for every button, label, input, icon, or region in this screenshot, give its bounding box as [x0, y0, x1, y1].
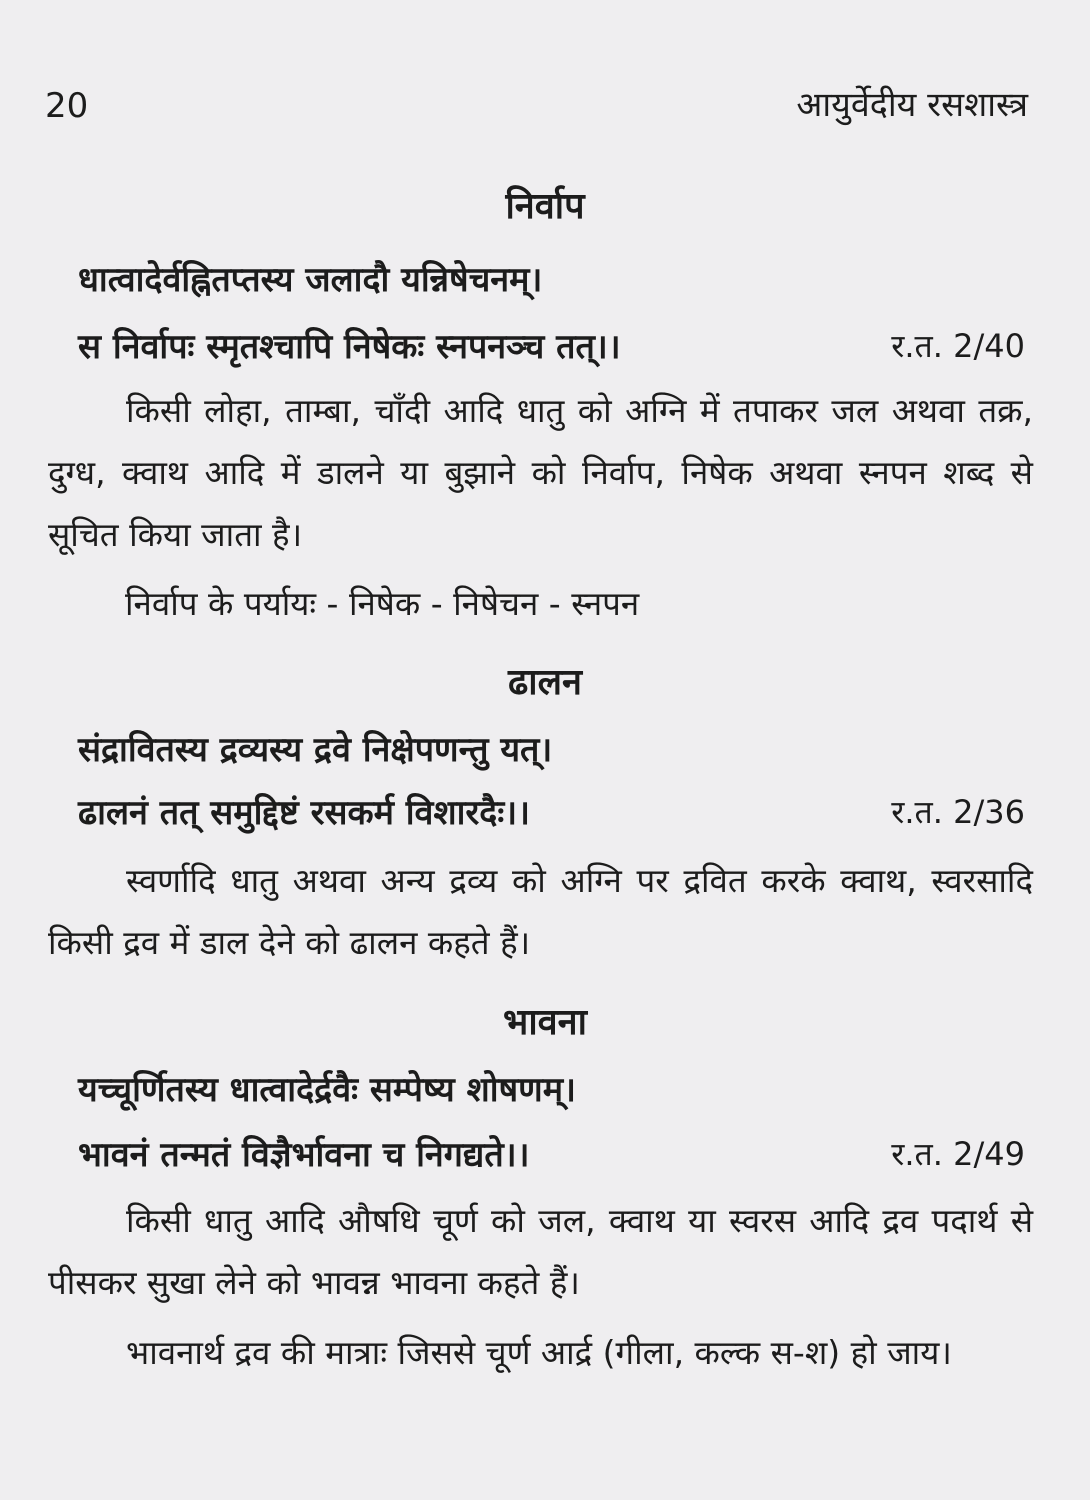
body-paragraph: किसी धातु आदि औषधि चूर्ण को जल, क्वाथ या स्वरस आदि द्रव पदार्थ से पीसकर सुखा लेने को भावन्न भावना कहते हैं। [48, 1201, 1033, 1302]
section-heading-nirvap: निर्वाप [505, 186, 585, 227]
section-heading-bhavana: भावना [503, 1002, 587, 1043]
section-heading-dhalan: ढालन [508, 662, 582, 703]
verse-line: यच्चूर्णितस्य धात्वादेर्द्रवैः सम्पेष्य शोषणम्। [78, 1070, 576, 1110]
running-title: आयुर्वेदीय रसशास्त्र [796, 85, 1028, 125]
synonyms-line: निर्वाप के पर्यायः - निषेक - निषेचन - स्नपन [125, 584, 640, 623]
verse-line: भावनं तन्मतं विज्ञैर्भावना च निगद्यते।। [78, 1135, 530, 1175]
verse-reference: र.त. 2/36 [891, 793, 1025, 831]
verse-reference: र.त. 2/49 [891, 1135, 1025, 1173]
verse-reference: र.त. 2/40 [891, 327, 1025, 365]
body-paragraph: स्वर्णादि धातु अथवा अन्य द्रव्य को अग्नि पर द्रवित करके क्वाथ, स्वरसादि किसी द्रव में डाल देने को ढालन कहते हैं। [48, 861, 1033, 962]
verse-line: संद्रावितस्य द्रव्यस्य द्रवे निक्षेपणन्तु यत्। [78, 730, 553, 770]
verse-line: स निर्वापः स्मृतश्चापि निषेकः स्नपनञ्च तत्।। [78, 327, 621, 367]
body-paragraph: किसी लोहा, ताम्बा, चाँदी आदि धातु को अग्नि में तपाकर जल अथवा तक्र, दुग्ध, क्वाथ आदि में डालने या बुझाने को निर्वाप, निषेक अथवा स्नपन शब्द से सूचित किया जाता है। [48, 391, 1033, 554]
verse-line: धात्वादेर्वह्नितप्तस्य जलादौ यन्निषेचनम्। [78, 260, 543, 300]
verse-line: ढालनं तत् समुद्दिष्टं रसकर्म विशारदैः।। [78, 793, 530, 833]
body-paragraph: भावनार्थ द्रव की मात्राः जिससे चूर्ण आर्द्र (गीला, कल्क स-श) हो जाय। [126, 1333, 952, 1372]
page-number: 20 [45, 86, 89, 126]
